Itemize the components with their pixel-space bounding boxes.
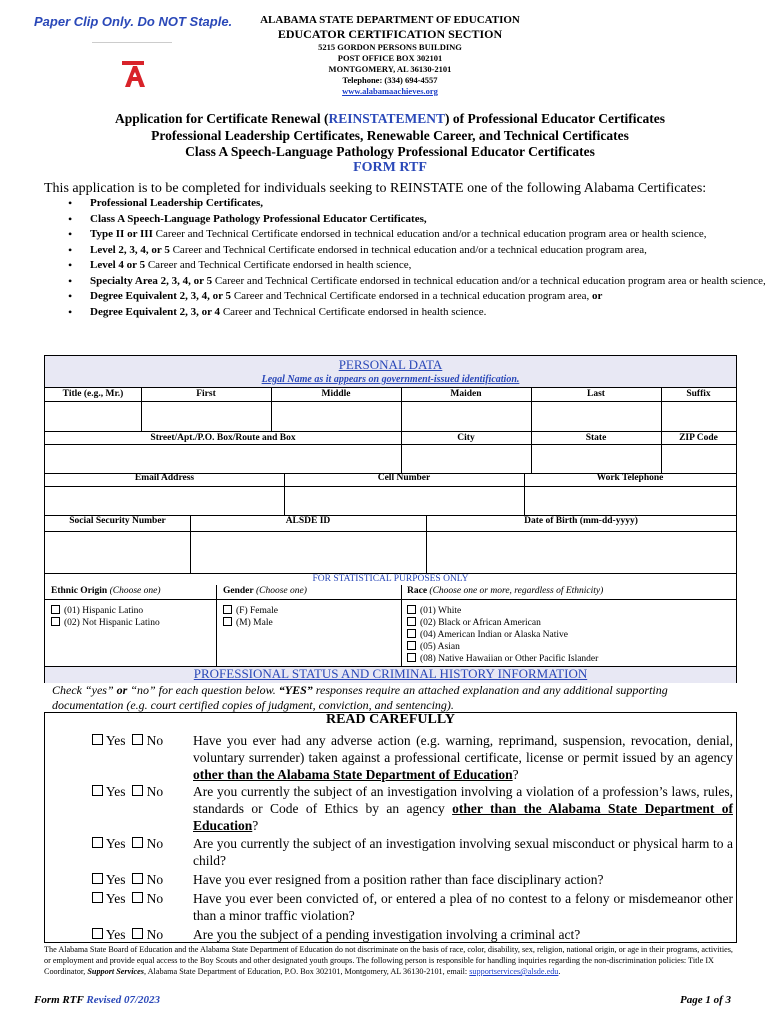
yes-label: Yes bbox=[105, 836, 126, 851]
list-item: • Specialty Area 2, 3, 4, or 5 Career and Technical Certificate endorsed in technical education and/or a technical education program area or health science, bbox=[90, 274, 770, 290]
alsde-id-field[interactable] bbox=[191, 532, 426, 572]
checkbox[interactable] bbox=[407, 641, 416, 650]
gender-label: Gender (Choose one) bbox=[223, 586, 307, 596]
race-option-american-indian[interactable]: (04) American Indian or Alaska Native bbox=[407, 629, 598, 641]
dob-label: Date of Birth (mm-dd-yyyy) bbox=[524, 516, 638, 526]
race-label: Race (Choose one or more, regardless of Ethnicity) bbox=[407, 586, 604, 596]
work-telephone-field[interactable] bbox=[525, 487, 736, 514]
read-carefully-heading: READ CAREFULLY bbox=[325, 712, 455, 727]
no-checkbox[interactable] bbox=[132, 734, 143, 745]
support-email-link[interactable]: supportservices@alsde.edu bbox=[469, 967, 559, 976]
no-label: No bbox=[146, 927, 164, 942]
ethnic-option-not-hispanic[interactable]: (02) Not Hispanic Latino bbox=[51, 617, 160, 629]
checkbox[interactable] bbox=[223, 605, 232, 614]
title-text: Application for Certificate Renewal ( bbox=[115, 111, 329, 126]
yes-label: Yes bbox=[105, 927, 126, 942]
yes-checkbox[interactable] bbox=[92, 785, 103, 796]
ethnic-option-hispanic[interactable]: (01) Hispanic Latino bbox=[51, 605, 160, 617]
yes-checkbox[interactable] bbox=[92, 837, 103, 848]
first-name-field[interactable] bbox=[142, 402, 271, 430]
non-discrimination-notice: The Alabama State Board of Education and the Alabama State Department of Education do not discriminate on the basis of race, color, disability, sex, religion, national origin, or age in their programs, activities, or employment and provide equal access to the Boy Scouts and other designated youth groups. The following person is responsible for handling inquiries regarding the non-discrimination policies: Title IX Coordinator, Support Services, Alabama State Department of Education, P.O. Box 302101, Montgomery, AL 36130-2101, email: supportservices@alsde.edu. bbox=[44, 945, 733, 976]
gender-option-male[interactable]: (M) Male bbox=[223, 617, 278, 629]
title-label: Title (e.g., Mr.) bbox=[62, 389, 124, 399]
no-checkbox[interactable] bbox=[132, 873, 143, 884]
list-item: • Degree Equivalent 2, 3, 4, or 5 Career and Technical Certificate endorsed in a technical education program area, or bbox=[90, 289, 770, 305]
street-label: Street/Apt./P.O. Box/Route and Box bbox=[150, 433, 296, 443]
list-item: • Level 4 or 5 Career and Technical Certificate endorsed in health science, bbox=[90, 258, 770, 274]
title-line-2: Professional Leadership Certificates, Renewable Career, and Technical Certificates bbox=[151, 127, 629, 143]
title-text: ) of Professional Educator Certificates bbox=[445, 111, 665, 126]
first-name-label: First bbox=[196, 389, 216, 399]
no-label: No bbox=[146, 733, 164, 748]
form-code: FORM RTF bbox=[353, 160, 427, 175]
alsde-id-label: ALSDE ID bbox=[285, 516, 331, 526]
city-label: City bbox=[457, 433, 475, 443]
gender-option-female[interactable]: (F) Female bbox=[223, 605, 278, 617]
state-field[interactable] bbox=[532, 445, 661, 472]
last-name-label: Last bbox=[587, 389, 605, 399]
race-options bbox=[407, 605, 598, 665]
yes-label: Yes bbox=[105, 891, 126, 906]
race-option-white[interactable]: (01) White bbox=[407, 605, 598, 617]
address-line-1: 5215 GORDON PERSONS BUILDING bbox=[318, 42, 462, 52]
no-label: No bbox=[146, 784, 164, 799]
street-field[interactable] bbox=[45, 445, 401, 472]
ssn-field[interactable] bbox=[45, 532, 190, 572]
title-line-3: Class A Speech-Language Pathology Professional Educator Certificates bbox=[185, 144, 595, 159]
checkbox[interactable] bbox=[51, 605, 60, 614]
list-item: • Professional Leadership Certificates, bbox=[90, 196, 770, 212]
yes-checkbox[interactable] bbox=[92, 734, 103, 745]
suffix-label: Suffix bbox=[686, 389, 711, 399]
title-line-1 bbox=[40, 111, 740, 128]
race-option-black[interactable]: (02) Black or African American bbox=[407, 617, 598, 629]
yes-checkbox[interactable] bbox=[92, 928, 103, 939]
suffix-field[interactable] bbox=[662, 402, 736, 430]
cell-number-field[interactable] bbox=[285, 487, 524, 514]
page-number: Page 1 of 3 bbox=[680, 994, 732, 1006]
address-line-3: MONTGOMERY, AL 36130-2101 bbox=[328, 64, 452, 74]
yes-checkbox[interactable] bbox=[92, 873, 103, 884]
title-field[interactable] bbox=[45, 402, 141, 430]
alsde-logo bbox=[115, 55, 151, 91]
checkbox[interactable] bbox=[407, 617, 416, 626]
no-checkbox[interactable] bbox=[132, 928, 143, 939]
email-label: Email Address bbox=[134, 473, 195, 483]
legal-name-note: Legal Name as it appears on government-issued identification. bbox=[261, 374, 520, 385]
personal-data-heading: PERSONAL DATA bbox=[338, 357, 443, 372]
address-line-2: POST OFFICE BOX 302101 bbox=[337, 53, 443, 63]
work-telephone-label: Work Telephone bbox=[596, 473, 664, 483]
yes-label: Yes bbox=[105, 872, 126, 887]
ethnic-options bbox=[51, 605, 160, 629]
list-item: • Type II or III Career and Technical Certificate endorsed in technical education and/or a technical education program area or health science, bbox=[90, 227, 770, 243]
reinstatement-word: REINSTATEMENT bbox=[328, 111, 445, 126]
no-label: No bbox=[146, 836, 164, 851]
stats-heading: FOR STATISTICAL PURPOSES ONLY bbox=[312, 574, 469, 584]
dob-field[interactable] bbox=[427, 532, 736, 572]
form-title bbox=[40, 111, 740, 161]
intro-text: This application is to be completed for individuals seeking to REINSTATE one of the following Alabama Certificates: bbox=[44, 181, 707, 196]
checkbox[interactable] bbox=[407, 605, 416, 614]
no-label: No bbox=[146, 891, 164, 906]
no-label: No bbox=[146, 872, 164, 887]
ssn-label: Social Security Number bbox=[69, 516, 166, 526]
status-heading: PROFESSIONAL STATUS AND CRIMINAL HISTORY INFORMATION bbox=[193, 666, 588, 681]
telephone: Telephone: (334) 694-4557 bbox=[342, 75, 438, 85]
no-checkbox[interactable] bbox=[132, 785, 143, 796]
certificate-list bbox=[44, 196, 770, 320]
zip-field[interactable] bbox=[662, 445, 736, 472]
ethnic-origin-label: Ethnic Origin (Choose one) bbox=[51, 586, 161, 596]
checkbox[interactable] bbox=[407, 653, 416, 662]
zip-label: ZIP Code bbox=[679, 433, 718, 443]
checkbox[interactable] bbox=[407, 629, 416, 638]
last-name-field[interactable] bbox=[532, 402, 661, 430]
maiden-name-label: Maiden bbox=[450, 389, 482, 399]
list-item: • Class A Speech-Language Pathology Professional Educator Certificates, bbox=[90, 212, 770, 228]
no-checkbox[interactable] bbox=[132, 892, 143, 903]
gender-options bbox=[223, 605, 278, 629]
list-item: • Degree Equivalent 2, 3, or 4 Career and Technical Certificate endorsed in health science. bbox=[90, 305, 770, 321]
dept-name: ALABAMA STATE DEPARTMENT OF EDUCATION bbox=[260, 14, 520, 26]
status-instructions: Check “yes” or “no” for each question below. “YES” responses require an attached explanation and any additional supporting documentation (e.g. court certified copies of judgment, conviction, and sentencing). bbox=[52, 683, 668, 712]
middle-name-field[interactable] bbox=[272, 402, 401, 430]
city-field[interactable] bbox=[402, 445, 531, 472]
race-option-pacific-islander[interactable]: (08) Native Hawaiian or Other Pacific Islander bbox=[407, 653, 598, 665]
website-link[interactable]: www.alabamaachieves.org bbox=[342, 86, 438, 96]
staple-notice: Paper Clip Only. Do NOT Staple. bbox=[34, 14, 233, 29]
email-field[interactable] bbox=[45, 487, 284, 514]
checkbox[interactable] bbox=[223, 617, 232, 626]
personal-data-table bbox=[44, 355, 737, 667]
middle-name-label: Middle bbox=[321, 389, 351, 399]
maiden-name-field[interactable] bbox=[402, 402, 531, 430]
yes-label: Yes bbox=[105, 784, 126, 799]
yes-checkbox[interactable] bbox=[92, 892, 103, 903]
section-name: EDUCATOR CERTIFICATION SECTION bbox=[277, 27, 503, 41]
list-item: • Level 2, 3, 4, or 5 Career and Technical Certificate endorsed in technical education and/or a technical education program area, bbox=[90, 243, 770, 259]
form-revision: Form RTF Revised 07/2023 bbox=[34, 994, 161, 1006]
checkbox[interactable] bbox=[51, 617, 60, 626]
yes-label: Yes bbox=[105, 733, 126, 748]
no-checkbox[interactable] bbox=[132, 837, 143, 848]
race-option-asian[interactable]: (05) Asian bbox=[407, 641, 598, 653]
state-label: State bbox=[585, 433, 607, 443]
cell-number-label: Cell Number bbox=[377, 473, 431, 483]
divider bbox=[92, 42, 172, 43]
